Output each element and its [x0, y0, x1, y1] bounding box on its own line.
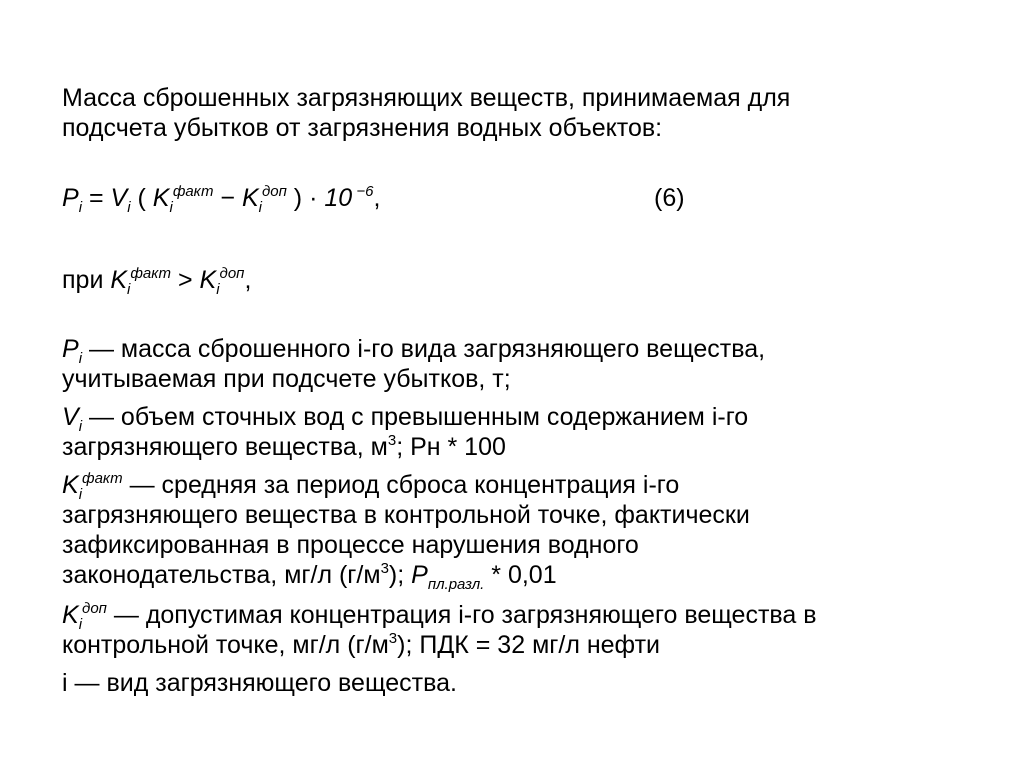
def-vi-text-1: — объем сточных вод с превышенным содержанием i-го: [82, 403, 749, 431]
condition-k-dop-sup: доп: [219, 265, 245, 282]
def-kfakt-symbol: K: [62, 471, 79, 499]
def-kdop-text-2b: ); ПДК = 32 мг/л нефти: [397, 631, 660, 659]
formula-close-paren: ) ·: [286, 184, 325, 212]
def-kdop-sup-3: 3: [388, 630, 398, 647]
def-kfakt-index: i: [78, 486, 83, 503]
def-pi-text-1: — масса сброшенного i-го вида загрязняющего вещества,: [82, 335, 766, 363]
def-vi-line-2: [62, 432, 506, 462]
formula-v: V: [110, 184, 128, 212]
condition-k-dop-index: i: [216, 281, 220, 298]
formula-k-dop-sup: доп: [261, 183, 287, 200]
formula-k-fakt: K: [152, 184, 170, 212]
def-i-line: i — вид загрязняющего вещества.: [62, 669, 457, 697]
def-kdop-symbol: K: [62, 601, 79, 629]
formula-ten: 10: [324, 184, 353, 212]
formula-equals: =: [82, 184, 111, 212]
intro-line-1: Масса сброшенных загрязняющих веществ, принимаемая для: [62, 84, 791, 112]
def-kdop-index: i: [78, 616, 83, 633]
condition-end: ,: [244, 266, 252, 294]
condition-prefix: при: [62, 266, 111, 294]
def-kfakt-line-2: загрязняющего вещества в контрольной точке, фактически: [62, 501, 750, 529]
formula-k-dop-index: i: [258, 199, 262, 216]
def-pi-index: i: [78, 350, 83, 367]
formula-k-fakt-sup: факт: [172, 183, 214, 200]
formula-comma: ,: [373, 184, 381, 212]
condition-gt: >: [171, 266, 200, 294]
def-kfakt-sup: факт: [82, 470, 123, 487]
formula-open-paren: (: [130, 184, 153, 212]
def-kfakt-line-4: [62, 560, 557, 593]
def-vi-text-2b: ; Рн * 100: [396, 433, 506, 461]
def-kdop-text-1: — допустимая концентрация i-го загрязняющего вещества в: [106, 601, 817, 629]
def-pi-symbol: P: [62, 335, 79, 363]
def-vi-line-1: [62, 402, 749, 435]
formula-k-fakt-index: i: [169, 199, 173, 216]
def-pi-line-2: учитываемая при подсчете убытков, т;: [62, 365, 511, 393]
def-kfakt-text-4c: * 0,01: [484, 561, 557, 589]
def-pi-line-1: [62, 334, 766, 367]
def-kfakt-text-4b: );: [388, 561, 412, 589]
condition-line: [62, 265, 252, 298]
formula-p: P: [62, 184, 79, 212]
def-kdop-line-1: [62, 600, 817, 633]
formula-minus: −: [213, 184, 242, 212]
def-kfakt-p-sub: пл.разл.: [427, 576, 485, 593]
def-vi-sup: 3: [387, 432, 397, 449]
formula-p-index: i: [78, 199, 83, 216]
def-kfakt-p-symbol: P: [411, 561, 428, 589]
formula-6: [62, 183, 381, 216]
condition-k-fakt: K: [110, 266, 128, 294]
def-kfakt-sup-3: 3: [380, 560, 389, 577]
def-kfakt-text-1: — средняя за период сброса концентрация i-го: [122, 471, 680, 499]
def-kfakt-text-4a: законодательства, мг/л (г/м: [62, 561, 381, 589]
def-kfakt-line-3: зафиксированная в процессе нарушения водного: [62, 531, 639, 559]
condition-k-fakt-sup: факт: [130, 265, 172, 282]
def-kdop-sup: доп: [82, 600, 107, 617]
formula-v-index: i: [127, 199, 131, 216]
intro-line-2: подсчета убытков от загрязнения водных объектов:: [62, 114, 663, 142]
condition-k-dop: K: [199, 266, 217, 294]
equation-number: (6): [654, 184, 685, 212]
def-vi-text-2a: загрязняющего вещества, м: [62, 433, 388, 461]
def-kdop-line-2: [62, 630, 660, 660]
condition-k-fakt-index: i: [127, 281, 131, 298]
formula-k-dop: K: [241, 184, 259, 212]
def-kdop-text-2a: контрольной точке, мг/л (г/м: [62, 631, 389, 659]
formula-exponent: −6: [352, 183, 374, 200]
def-vi-index: i: [78, 418, 83, 435]
def-kfakt-line-1: [62, 470, 680, 503]
def-vi-symbol: V: [62, 403, 79, 431]
